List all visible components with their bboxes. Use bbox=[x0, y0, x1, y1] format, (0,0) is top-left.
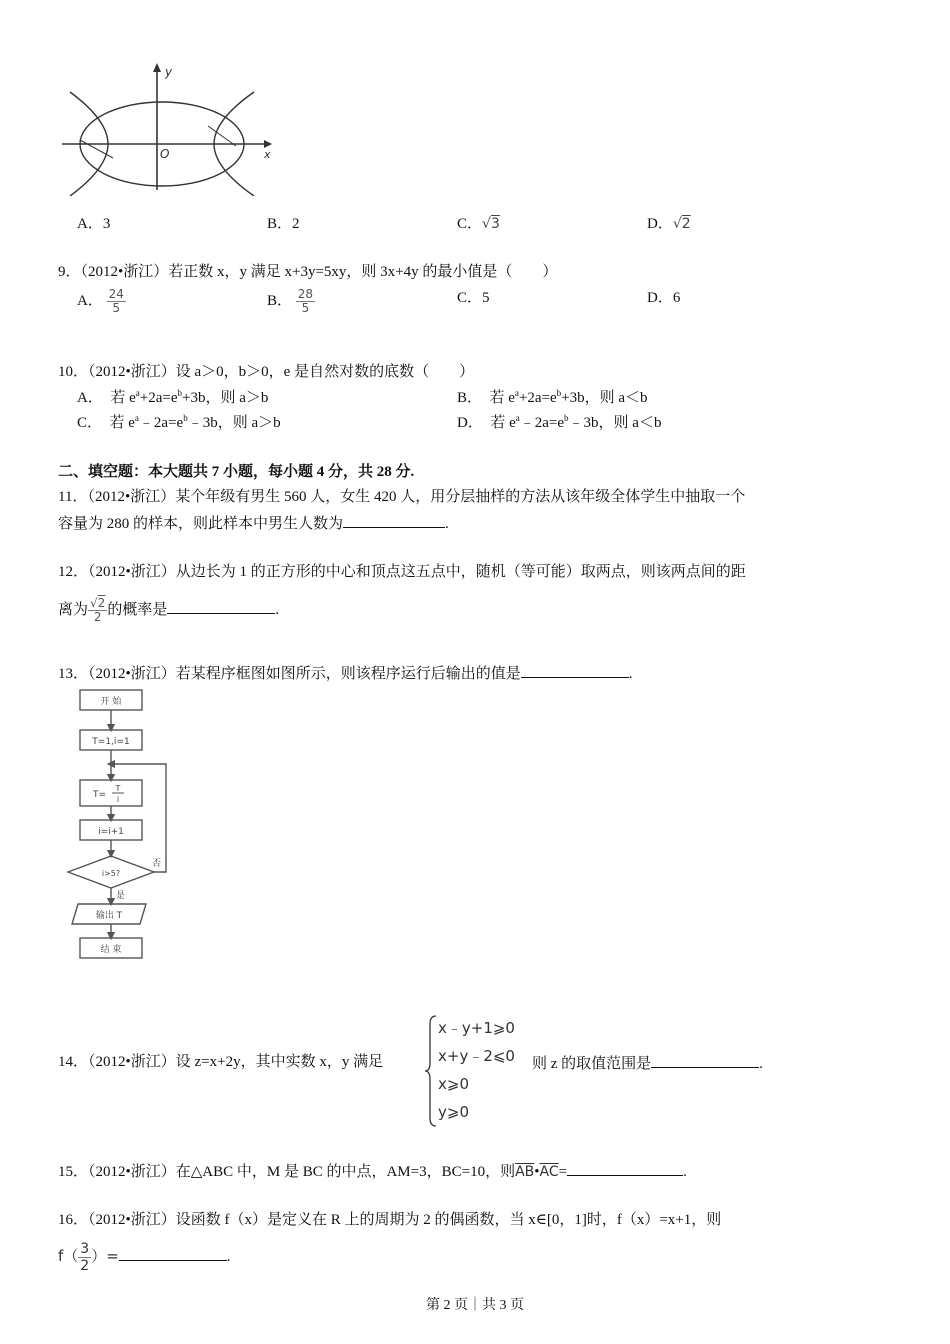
q14-constraint-2: x+y﹣2⩽0 bbox=[438, 1047, 515, 1065]
q10-d-pre: D． 若 e bbox=[457, 415, 516, 431]
q12-numerator: √2 bbox=[90, 596, 106, 611]
q10-a-post: +3b，则 a＞b bbox=[181, 390, 269, 406]
q8-option-d bbox=[647, 214, 691, 234]
y-axis-arrow bbox=[153, 63, 161, 72]
q9-a-numerator: 24 bbox=[108, 287, 124, 301]
program-flowchart bbox=[62, 688, 174, 964]
q15-answer-blank[interactable] bbox=[567, 1160, 683, 1176]
q11-answer-blank[interactable] bbox=[343, 512, 445, 528]
q13-end: . bbox=[628, 666, 633, 682]
q10-c-pre: C． 若 e bbox=[77, 415, 135, 431]
flow-no-label: 否 bbox=[152, 859, 162, 869]
flow-init-label: T=1,i=1 bbox=[92, 737, 130, 747]
q9-option-a-label: A． bbox=[77, 292, 103, 309]
q16-numerator: 3 bbox=[80, 1241, 90, 1258]
x-axis-arrow bbox=[264, 140, 272, 148]
q12-end: . bbox=[275, 602, 280, 618]
q9-stem: 9．（2012•浙江）若正数 x，y 满足 x+3y=5xy，则 3x+4y 的最小值是（ ） bbox=[58, 264, 558, 280]
q10-b-pre: B． 若 e bbox=[457, 390, 515, 406]
q11-end: . bbox=[445, 516, 449, 532]
q10-option-b bbox=[457, 388, 648, 408]
section-2-heading: 二、填空题：本大题共 7 小题，每小题 4 分，共 28 分. bbox=[58, 464, 415, 480]
x-axis-label: x bbox=[264, 148, 271, 161]
q10-stem: 10．（2012•浙江）设 a＞0，b＞0，e 是自然对数的底数（ ） bbox=[58, 364, 475, 380]
flow-assign-box bbox=[80, 780, 142, 806]
origin-label: O bbox=[160, 147, 170, 161]
q9-option-d: D．6 bbox=[647, 290, 681, 306]
q10-c-mid: ﹣2a=e bbox=[138, 415, 184, 431]
sqrt-2-radicand: 2 bbox=[681, 216, 691, 232]
q15-stem bbox=[58, 1160, 687, 1182]
q16-end: . bbox=[226, 1249, 231, 1265]
flow-assign-label: T= bbox=[92, 790, 106, 800]
q12-denominator: 2 bbox=[93, 610, 102, 625]
y-axis-label: y bbox=[165, 65, 173, 79]
q16-f-post: ）= bbox=[91, 1247, 119, 1265]
q10-d-post: ﹣3b，则 a＜b bbox=[568, 415, 662, 431]
q8-option-c-label: C． bbox=[457, 216, 483, 232]
q9-option-b-label: B． bbox=[267, 292, 293, 309]
sqrt-3-symbol: √3 bbox=[482, 216, 500, 232]
q10-c-post: ﹣3b，则 a＞b bbox=[187, 415, 281, 431]
q16-fraction bbox=[78, 1241, 91, 1274]
vector-ac: $\overline{AC}$ bbox=[539, 1164, 559, 1180]
q10-b-sup2: b bbox=[556, 388, 562, 398]
q8-option-a: A．3 bbox=[77, 216, 111, 232]
q9-option-a bbox=[77, 288, 126, 315]
q10-b-mid: +2a=e bbox=[518, 390, 557, 406]
q14-constraint-4: y⩾0 bbox=[438, 1103, 469, 1121]
q12-line2 bbox=[58, 590, 279, 630]
q11-line2-text: 容量为 280 的样本，则此样本中男生人数为 bbox=[58, 516, 344, 532]
q10-option-a bbox=[77, 388, 268, 408]
q14-constraint-3: x⩾0 bbox=[438, 1075, 469, 1093]
q10-d-sup1: a bbox=[515, 413, 520, 423]
q16-f-pre: f（ bbox=[58, 1247, 79, 1265]
q11-line1: 11．（2012•浙江）某个年级有男生 560 人，女生 420 人，用分层抽样的方法从该年级全体学生中抽取一个 bbox=[58, 489, 746, 505]
q9-option-c: C．5 bbox=[457, 290, 490, 306]
q13-stem-text: 13．（2012•浙江）若某程序框图如图所示，则该程序运行后输出的值是 bbox=[58, 666, 521, 682]
flow-start-label: 开 始 bbox=[100, 697, 122, 707]
q10-a-sup2: b bbox=[177, 388, 182, 398]
q14-tail-text: 则 z 的取值范围是 bbox=[532, 1056, 652, 1072]
vector-ab: $\overline{AB}$ bbox=[515, 1164, 535, 1180]
q16-answer-blank[interactable] bbox=[119, 1245, 227, 1261]
q10-d-sup2: b bbox=[564, 413, 569, 423]
q14-constraint-1: x﹣y+1⩾0 bbox=[438, 1019, 515, 1037]
q10-a-pre: A． 若 e bbox=[77, 390, 136, 406]
q11-line2 bbox=[58, 512, 449, 534]
q14-left-brace bbox=[424, 1014, 438, 1128]
flow-incr-label: i=i+1 bbox=[98, 827, 124, 837]
q9-b-numerator: 28 bbox=[297, 287, 314, 301]
q9-option-a-fraction bbox=[107, 288, 126, 315]
asymptote-right bbox=[208, 126, 236, 146]
q10-b-post: +3b，则 a＜b bbox=[561, 390, 648, 406]
q14-answer-blank[interactable] bbox=[651, 1052, 759, 1068]
q12-fraction bbox=[88, 597, 107, 624]
q9-a-denominator: 5 bbox=[112, 301, 121, 315]
q12-line1: 12．（2012•浙江）从边长为 1 的正方形的中心和顶点这五点中，随机（等可能）取两点，则该两点间的距 bbox=[58, 564, 746, 580]
q10-option-d bbox=[457, 413, 661, 433]
q12-line2-mid: 的概率是 bbox=[107, 602, 168, 618]
q14-end: . bbox=[759, 1056, 763, 1072]
sqrt-2-symbol: √2 bbox=[672, 216, 691, 232]
q10-c-sup2: b bbox=[183, 413, 188, 423]
q12-numerator-radicand: 2 bbox=[97, 596, 106, 611]
q10-a-mid: +2a=e bbox=[139, 390, 178, 406]
sqrt-3-radicand: 3 bbox=[490, 216, 500, 232]
q10-a-sup1: a bbox=[135, 388, 140, 398]
q8-option-c bbox=[457, 214, 500, 234]
q8-option-d-label: D． bbox=[647, 216, 673, 232]
q16-line1: 16．（2012•浙江）设函数 f（x）是定义在 R 上的周期为 2 的偶函数，当 x∈[0，1]时，f（x）=x+1，则 bbox=[58, 1212, 722, 1228]
q10-d-mid: ﹣2a=e bbox=[519, 415, 565, 431]
q9-option-b bbox=[267, 288, 315, 315]
q10-c-sup1: a bbox=[134, 413, 139, 423]
q15-equals: = bbox=[558, 1164, 568, 1180]
flow-end-label: 结 束 bbox=[100, 945, 122, 955]
q8-option-b: B．2 bbox=[267, 216, 300, 232]
page-footer: 第 2 页｜共 3 页 bbox=[426, 1298, 524, 1313]
q15-end: . bbox=[683, 1164, 687, 1180]
q10-option-c bbox=[77, 413, 281, 433]
q13-answer-blank[interactable] bbox=[521, 662, 629, 678]
q12-answer-blank[interactable] bbox=[167, 598, 275, 614]
q14-stem: 14．（2012•浙江）设 z=x+2y，其中实数 x，y 满足 bbox=[58, 1054, 384, 1070]
flow-assign-num: T bbox=[115, 784, 121, 793]
ellipse-hyperbola-figure bbox=[58, 62, 280, 196]
q15-stem-text: 15．（2012•浙江）在△ABC 中，M 是 BC 的中点，AM=3，BC=10，则 bbox=[58, 1164, 516, 1180]
q16-line2 bbox=[58, 1236, 231, 1277]
flow-cond-label: i>5? bbox=[101, 869, 121, 878]
flow-assign-den: i bbox=[116, 795, 120, 804]
q9-option-b-fraction bbox=[296, 288, 315, 315]
q14-tail bbox=[532, 1052, 763, 1074]
q16-denominator: 2 bbox=[80, 1258, 90, 1275]
q12-line2-pre: 离为 bbox=[58, 602, 89, 618]
flow-output-label: 输出 T bbox=[95, 911, 123, 921]
dot-product-symbol: • bbox=[534, 1164, 540, 1180]
q13-stem bbox=[58, 662, 633, 684]
flow-yes-label: 是 bbox=[116, 891, 126, 901]
q9-b-denominator: 5 bbox=[301, 301, 310, 315]
q10-b-sup1: a bbox=[514, 388, 519, 398]
